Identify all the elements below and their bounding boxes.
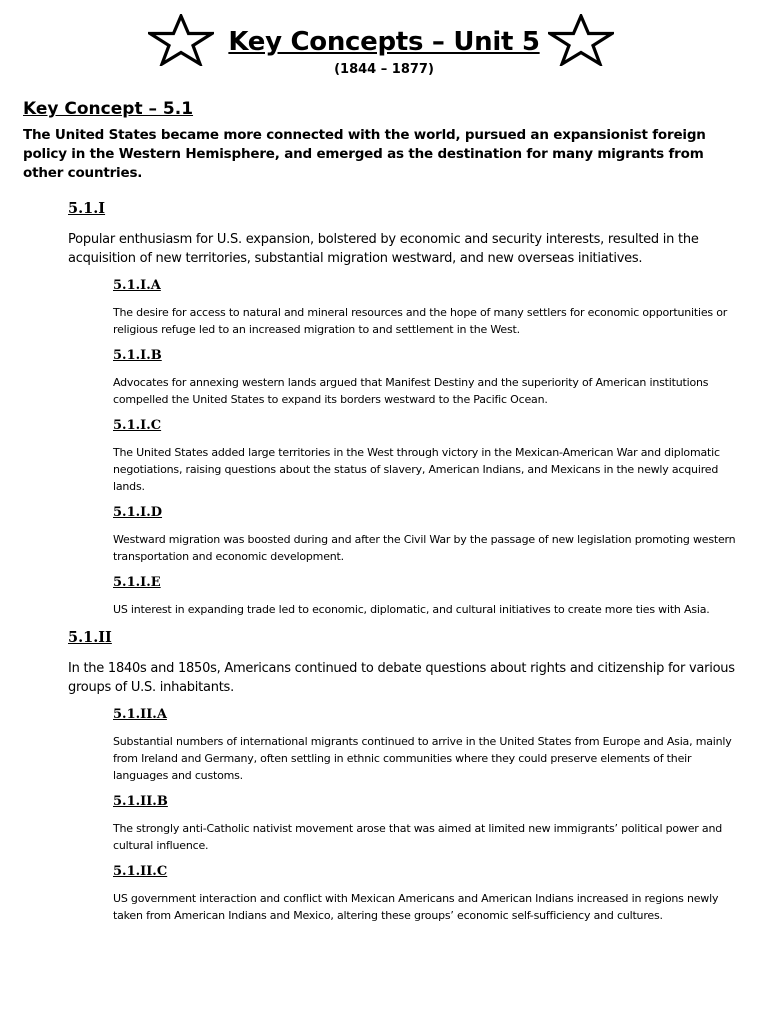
page-title: Key Concepts – Unit 5 — [228, 27, 540, 57]
subsection-5-1-i-c — [113, 417, 744, 495]
subsection-5-1-ii-a — [113, 706, 744, 784]
subsection-text: The strongly anti-Catholic nativist movement arose that was aimed at limited new immigrants’ political power and cultural influence. — [113, 822, 722, 852]
subsection-text: Advocates for annexing western lands argued that Manifest Destiny and the superiority of American institutions compelled the United States to expand its borders westward to the Pacific Ocean. — [113, 376, 709, 406]
section-5-1-i — [68, 199, 744, 268]
key-concept-statement: The United States became more connected with the world, pursued an expansionist foreign policy in the Western Hemisphere, and emerged as the destination for many migrants from other countries. — [23, 127, 706, 181]
subsection-5-1-i-b — [113, 347, 744, 408]
section-text: In the 1840s and 1850s, Americans continued to debate questions about rights and citizenship for various groups of U.S. inhabitants. — [68, 661, 735, 695]
subsection-text: US government interaction and conflict with Mexican Americans and American Indians increased in regions newly taken from American Indians and Mexico, altering these groups’ economic self-sufficiency and cultures. — [113, 892, 719, 922]
subsection-heading: 5.1.I.B — [113, 348, 162, 363]
subsection-heading: 5.1.II.A — [113, 707, 167, 722]
subsection-5-1-ii-c — [113, 863, 744, 924]
page-subtitle: (1844 – 1877) — [334, 62, 434, 77]
subsection-heading: 5.1.II.B — [113, 794, 168, 809]
subsection-5-1-i-a — [113, 277, 744, 338]
subsection-heading: 5.1.I.D — [113, 505, 163, 520]
key-concept-heading: Key Concept – 5.1 — [23, 99, 194, 119]
subsection-heading: 5.1.II.C — [113, 864, 168, 879]
page-header — [0, 12, 768, 82]
subsection-5-1-ii-b — [113, 793, 744, 854]
section-heading: 5.1.I — [68, 200, 106, 217]
subsection-heading: 5.1.I.E — [113, 575, 161, 590]
subsection-text: Substantial numbers of international migrants continued to arrive in the United States from Europe and Asia, mainly from Ireland and Germany, often settling in ethnic communities where they could preserve elements of their languages and customs. — [113, 735, 732, 782]
subsection-text: Westward migration was boosted during and after the Civil War by the passage of new legislation promoting western transportation and economic development. — [113, 533, 736, 563]
subsection-heading: 5.1.I.A — [113, 278, 161, 293]
subsection-text: US interest in expanding trade led to economic, diplomatic, and cultural initiatives to create more ties with Asia. — [113, 603, 710, 616]
section-5-1-ii — [68, 628, 744, 697]
subsection-heading: 5.1.I.C — [113, 418, 162, 433]
subsection-text: The desire for access to natural and mineral resources and the hope of many settlers for economic opportunities or religious refuge led to an increased migration to and settlement in the West. — [113, 306, 728, 336]
section-text: Popular enthusiasm for U.S. expansion, bolstered by economic and security interests, resulted in the acquisition of new territories, substantial migration westward, and new overseas initiatives. — [68, 232, 699, 266]
subsection-text: The United States added large territories in the West through victory in the Mexican-American War and diplomatic negotiations, raising questions about the status of slavery, American Indians, and Mexicans in the newly acquired lands. — [113, 446, 720, 493]
document-body — [0, 97, 768, 924]
section-heading: 5.1.II — [68, 629, 112, 646]
subsection-5-1-i-d — [113, 504, 744, 565]
subsection-5-1-i-e — [113, 574, 744, 618]
star-outline-icon — [548, 14, 614, 66]
